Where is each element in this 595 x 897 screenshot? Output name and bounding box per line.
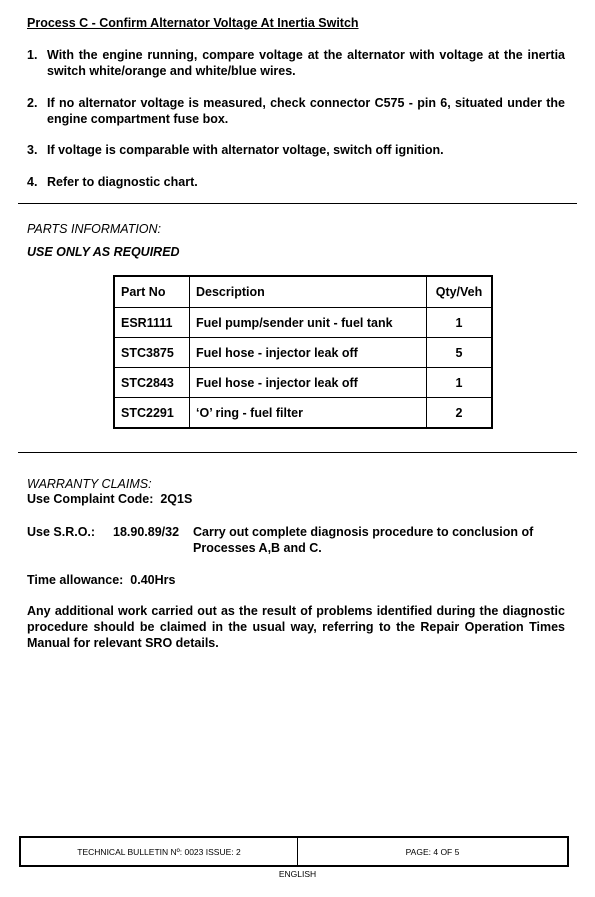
sro-label: Use S.R.O.: [27,525,96,539]
sro-description: Carry out complete diagnosis procedure to conclusion of Processes A,B and C. [193,525,534,555]
step-text: If voltage is comparable with alternator voltage, switch off ignition. [47,143,444,157]
time-allowance-label: Time allowance: [27,573,124,587]
complaint-code-line [27,491,192,507]
quantity-cell: 1 [427,308,493,338]
description-cell: Fuel pump/sender unit - fuel tank [190,308,427,338]
part-number-cell: STC3875 [114,338,190,368]
step-number: 4. [27,175,38,189]
part-number-cell: STC2291 [114,398,190,429]
process-title: Process C - Confirm Alternator Voltage At Inertia Switch [27,16,359,30]
quantity-cell: 1 [427,368,493,398]
step-number: 2. [27,96,38,110]
warranty-heading: WARRANTY CLAIMS: [27,477,152,491]
time-allowance-line [27,572,175,588]
step-text: If no alternator voltage is measured, check connector C575 - pin 6, situated under the engine compartment fuse box. [47,96,565,126]
part-number-cell: STC2843 [114,368,190,398]
quantity-cell: 5 [427,338,493,368]
time-allowance-value: 0.40Hrs [130,573,176,587]
step-3 [27,142,565,158]
section-divider [18,203,577,204]
footer-box [19,836,569,867]
table-row [114,368,492,398]
step-number: 3. [27,143,38,157]
step-text: With the engine running, compare voltage at the alternator with voltage at the inertia switch white/orange and white/blue wires. [47,48,565,78]
additional-work-note: Any additional work carried out as the result of problems identified during the diagnostic procedure should be claimed in the usual way, referring to the Repair Operation Times Manual for relevant SRO details. [27,604,565,650]
parts-heading: PARTS INFORMATION: [27,222,162,236]
table-row [114,308,492,338]
step-text: Refer to diagnostic chart. [47,175,198,189]
column-header-description: Description [190,276,427,308]
language-label: ENGLISH [278,869,317,879]
step-number: 1. [27,48,38,62]
parts-subheading: USE ONLY AS REQUIRED [27,245,180,259]
step-4 [27,174,565,190]
part-number-cell: ESR1111 [114,308,190,338]
description-cell: ‘O’ ring - fuel filter [190,398,427,429]
description-cell: Fuel hose - injector leak off [190,368,427,398]
column-header-qty: Qty/Veh [427,276,493,308]
page-number: PAGE: 4 OF 5 [405,846,460,857]
complaint-code-label: Use Complaint Code: [27,492,154,506]
table-row [114,338,492,368]
quantity-cell: 2 [427,398,493,429]
description-cell: Fuel hose - injector leak off [190,338,427,368]
step-1 [27,47,565,79]
complaint-code-value: 2Q1S [160,492,193,506]
column-header-part-no: Part No [114,276,190,308]
table-header-row [114,276,492,308]
parts-table [113,275,493,429]
bulletin-number: TECHNICAL BULLETIN Nº: 0023 ISSUE: 2 [21,838,298,865]
section-divider [18,452,577,453]
table-row [114,398,492,429]
sro-code: 18.90.89/32 [113,525,180,539]
step-2 [27,95,565,127]
